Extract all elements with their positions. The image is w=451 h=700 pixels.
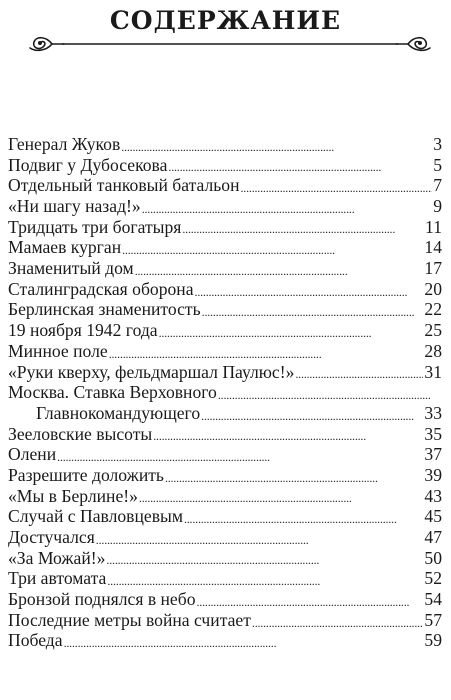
toc-entry[interactable] [8, 320, 442, 341]
page-title: СОДЕРЖАНИЕ [109, 6, 342, 35]
toc-entry-page: 20 [424, 278, 442, 299]
toc-entry[interactable] [8, 424, 442, 445]
toc-entry-page: 3 [433, 133, 442, 154]
toc-leader [96, 527, 424, 548]
toc-entry-title: Главнокомандующего [36, 402, 201, 423]
toc-entry[interactable] [8, 465, 442, 486]
toc-entry-title: Зееловские высоты [8, 423, 153, 444]
toc-entry-page: 17 [424, 258, 442, 279]
toc-entry[interactable] [8, 527, 442, 548]
toc-entry-title: Сталинградская оборона [8, 278, 194, 299]
toc-entry[interactable] [8, 382, 442, 403]
toc-entry[interactable] [8, 444, 442, 465]
toc-entry-title: «За Можай!» [8, 547, 106, 568]
toc-entry[interactable] [8, 589, 442, 610]
toc-entry-page: 35 [424, 423, 442, 444]
toc-leader [139, 486, 423, 507]
toc-entry[interactable] [8, 631, 442, 652]
toc-entry-title: Достучался [8, 527, 95, 548]
toc-entry-title: Знаменитый дом [8, 258, 134, 279]
toc-leader [64, 631, 424, 652]
toc-entry-page: 14 [424, 237, 442, 258]
toc-leader [135, 258, 424, 279]
toc-entry-page: 39 [424, 464, 442, 485]
toc-entry-title: Бронзой поднялся в небо [8, 589, 196, 610]
toc-leader [241, 175, 433, 196]
toc-entry-title: Случай с Павловцевым [8, 506, 183, 527]
toc-entry-page: 47 [424, 527, 442, 548]
toc-entry[interactable] [8, 155, 442, 176]
toc-entry-title: 19 ноября 1942 года [8, 320, 158, 341]
toc-entry-page: 5 [433, 154, 442, 175]
toc-entry[interactable] [8, 279, 442, 300]
toc-entry-page: 22 [424, 299, 442, 320]
toc-entry-title: Тридцать три богатыря [8, 216, 182, 237]
toc-entry-page: 59 [424, 630, 442, 651]
toc-entry-title: Мамаев курган [8, 237, 122, 258]
toc-entry-page: 33 [424, 402, 442, 423]
toc-entry-title: Москва. Ставка Верховного [8, 382, 217, 403]
toc-entry[interactable] [8, 134, 442, 155]
toc-entry[interactable] [8, 175, 442, 196]
toc-entry[interactable] [8, 610, 442, 631]
toc-leader [109, 341, 424, 362]
toc-leader [159, 320, 424, 341]
toc-entry[interactable] [8, 258, 442, 279]
toc-entry-title: Последние метры война считает [8, 609, 251, 630]
toc-entry-title: Олени [8, 444, 57, 465]
toc-entry-page: 57 [424, 609, 442, 630]
toc-entry-page: 25 [424, 320, 442, 341]
toc-leader [153, 424, 423, 445]
toc-leader [202, 300, 424, 321]
toc-entry[interactable] [8, 486, 442, 507]
toc-leader [201, 403, 423, 424]
toc-entry[interactable] [8, 341, 442, 362]
toc-leader [107, 568, 423, 589]
toc-entry[interactable] [8, 300, 442, 321]
toc-entry[interactable] [8, 506, 442, 527]
toc-entry-title: Генерал Жуков [8, 133, 121, 154]
toc-leader [165, 465, 423, 486]
toc-leader [182, 217, 424, 238]
toc-entry[interactable] [8, 568, 442, 589]
toc-leader [218, 382, 441, 403]
toc-entry-page: 28 [424, 340, 442, 361]
toc-entry[interactable] [8, 403, 442, 424]
toc-entry-title: Минное поле [8, 340, 108, 361]
toc-entry-page: 45 [424, 506, 442, 527]
toc-entry-title: Берлинская знаменитость [8, 299, 201, 320]
toc-entry-title: «Ни шагу назад!» [8, 196, 141, 217]
toc-entry-page: 9 [433, 196, 442, 217]
toc-entry-title: Подвиг у Дубосекова [8, 154, 168, 175]
toc-leader [122, 237, 423, 258]
toc-entry-page: 52 [424, 568, 442, 589]
toc-entry[interactable] [8, 196, 442, 217]
ornament-divider [24, 32, 436, 56]
toc-entry-page: 54 [424, 589, 442, 610]
toc-leader [142, 196, 433, 217]
toc-entry-title: Отдельный танковый батальон [8, 175, 240, 196]
toc-entry-page: 37 [424, 444, 442, 465]
toc-leader [168, 155, 432, 176]
toc-entry-title: «Мы в Берлине!» [8, 485, 138, 506]
toc-leader [57, 444, 423, 465]
toc-entry[interactable] [8, 548, 442, 569]
table-of-contents [8, 134, 442, 651]
toc-entry[interactable] [8, 237, 442, 258]
toc-entry-page: 7 [433, 175, 442, 196]
toc-entry-page: 11 [425, 216, 442, 237]
toc-leader [195, 279, 424, 300]
toc-entry-title: Три автомата [8, 568, 107, 589]
toc-entry[interactable] [8, 362, 442, 383]
toc-entry-page: 43 [424, 485, 442, 506]
toc-leader [197, 589, 424, 610]
toc-leader [252, 610, 423, 631]
toc-entry-page: 50 [424, 547, 442, 568]
toc-entry-title: Победа [8, 630, 63, 651]
toc-leader [295, 362, 423, 383]
toc-entry-page: 31 [424, 361, 442, 382]
toc-entry-title: Разрешите доложить [8, 464, 164, 485]
toc-entry-title: «Руки кверху, фельдмаршал Паулюс!» [8, 361, 295, 382]
toc-leader [184, 506, 423, 527]
toc-leader [106, 548, 423, 569]
toc-entry[interactable] [8, 217, 442, 238]
toc-leader [121, 134, 432, 155]
